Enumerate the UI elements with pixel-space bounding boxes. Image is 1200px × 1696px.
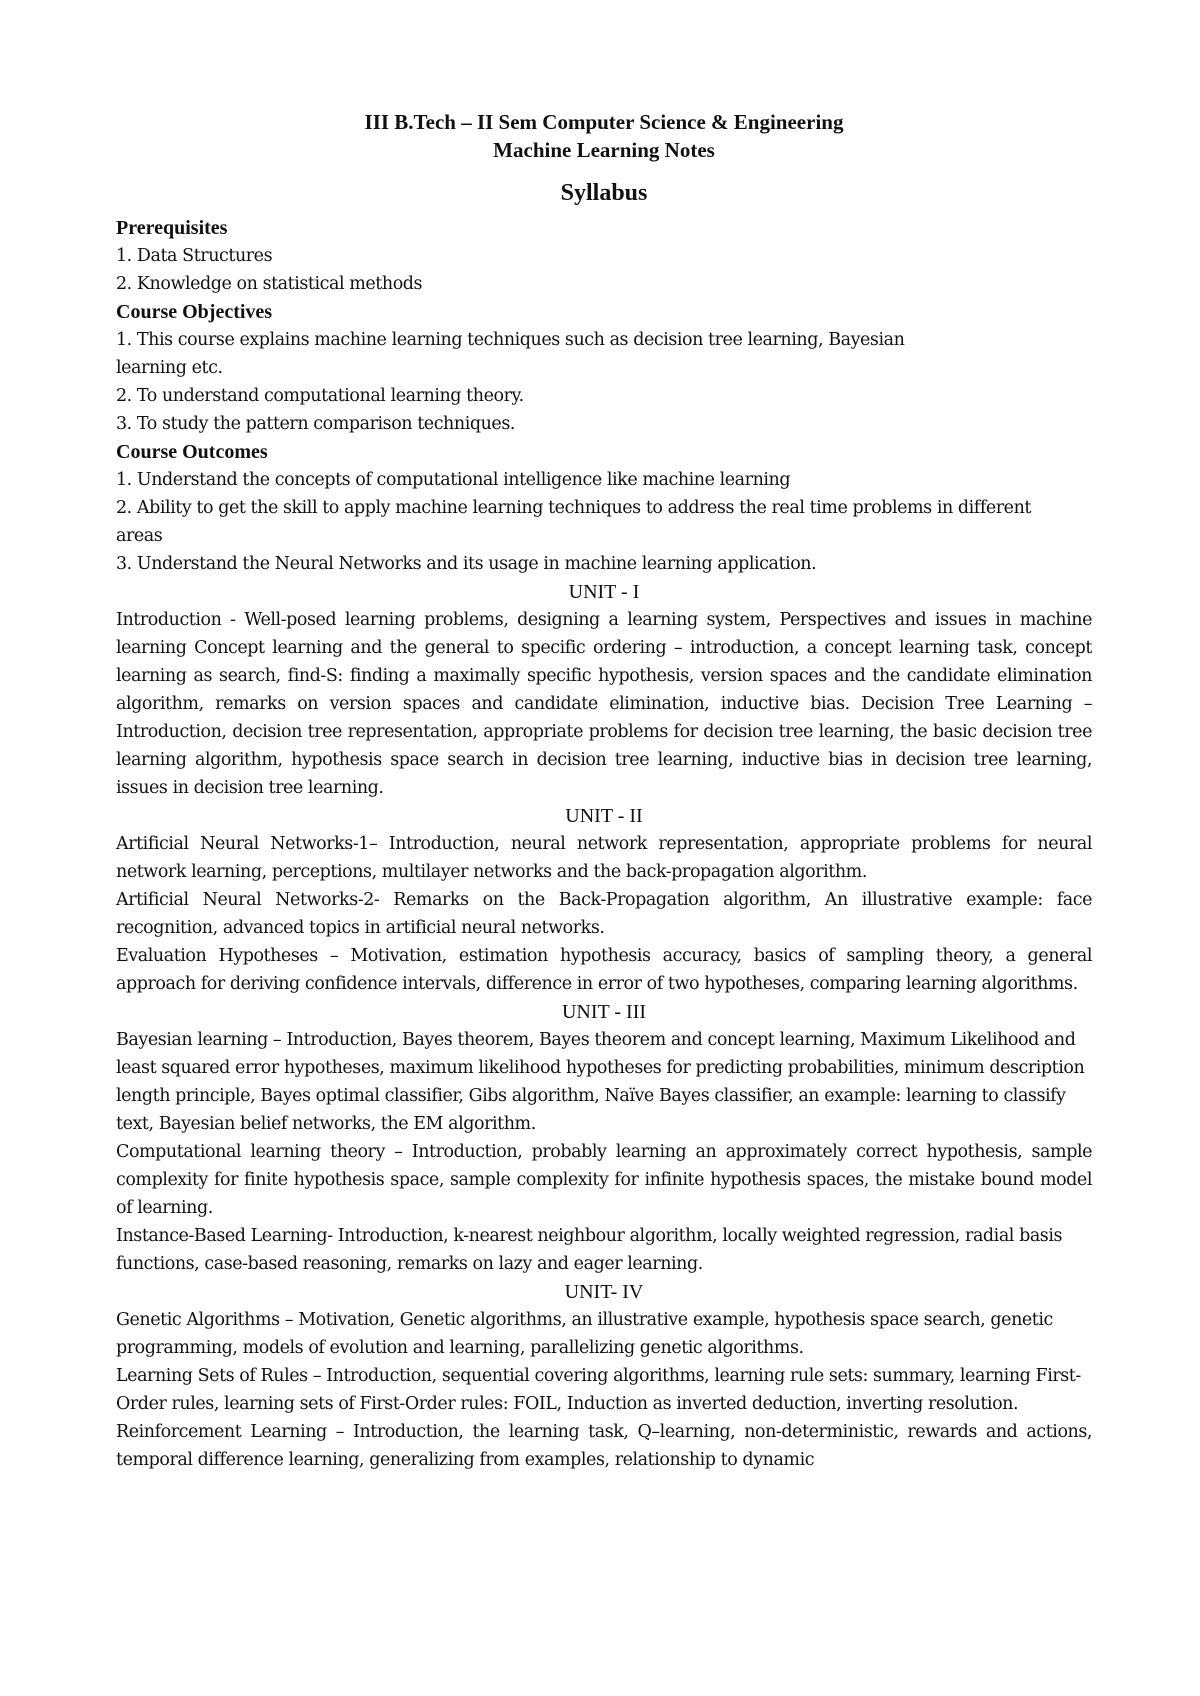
unit-1-heading: UNIT - I (568, 581, 640, 603)
document-header-line-2: Machine Learning Notes (493, 138, 715, 162)
document-header-line-1: III B.Tech – II Sem Computer Science & Engineering (364, 110, 844, 134)
unit-4-paragraph: Reinforcement Learning – Introduction, the learning task, Q–learning, non-deterministic, rewards and actions, temporal difference learning, generalizing from examples, relationship to dynamic (116, 1422, 1092, 1470)
prerequisites-heading: Prerequisites (116, 217, 228, 239)
unit-4-paragraph: Genetic Algorithms – Motivation, Genetic algorithms, an illustrative example, hypothesis space search, genetic programming, models of evolution and learning, parallelizing genetic algorithms. (116, 1310, 1053, 1358)
course-outcomes-heading: Course Outcomes (116, 441, 268, 463)
course-outcome-item: 1. Understand the concepts of computational intelligence like machine learning (116, 470, 791, 490)
prerequisite-item: 2. Knowledge on statistical methods (116, 274, 423, 294)
course-outcome-item: 3. Understand the Neural Networks and its usage in machine learning application. (116, 554, 817, 574)
unit-4-heading: UNIT- IV (564, 1281, 644, 1303)
document-page (116, 108, 1092, 1474)
course-outcome-item: 2. Ability to get the skill to apply machine learning techniques to address the real time problems in different areas (116, 498, 1031, 546)
unit-4-paragraph: Learning Sets of Rules – Introduction, sequential covering algorithms, learning rule sets: summary, learning First-Order rules, learning sets of First-Order rules: FOIL, Induction as inverted deduction, inverting resolution. (116, 1366, 1081, 1414)
unit-2-heading: UNIT - II (565, 805, 643, 827)
syllabus-title: Syllabus (560, 180, 648, 206)
prerequisite-item: 1. Data Structures (116, 246, 273, 266)
course-objective-item: 1. This course explains machine learning techniques such as decision tree learning, Bayesian learning etc. (116, 330, 905, 378)
unit-3-heading: UNIT - III (561, 1001, 647, 1023)
unit-2-paragraph: Artificial Neural Networks-1– Introduction, neural network representation, appropriate problems for neural network learning, perceptions, multilayer networks and the back-propagation algorithm. (116, 834, 1092, 882)
unit-3-paragraph: Bayesian learning – Introduction, Bayes theorem, Bayes theorem and concept learning, Maximum Likelihood and least squared error hypotheses, maximum likelihood hypotheses for predicting probabilities, minimum description length principle, Bayes optimal classifier, Gibs algorithm, Naïve Bayes classifier, an example: learning to classify text, Bayesian belief networks, the EM algorithm. (116, 1030, 1085, 1134)
unit-1-paragraph: Introduction - Well-posed learning problems, designing a learning system, Perspectives and issues in machine learning Concept learning and the general to specific ordering – introduction, a concept learning task, concept learning as search, find-S: finding a maximally specific hypothesis, version spaces and the candidate elimination algorithm, remarks on version spaces and candidate elimination, inductive bias. Decision Tree Learning – Introduction, decision tree representation, appropriate problems for decision tree learning, the basic decision tree learning algorithm, hypothesis space search in decision tree learning, inductive bias in decision tree learning, issues in decision tree learning. (116, 610, 1092, 798)
unit-3-paragraph: Instance-Based Learning- Introduction, k-nearest neighbour algorithm, locally weighted regression, radial basis functions, case-based reasoning, remarks on lazy and eager learning. (116, 1226, 1063, 1274)
course-objective-item: 3. To study the pattern comparison techniques. (116, 414, 515, 434)
unit-2-paragraph: Artificial Neural Networks-2- Remarks on the Back-Propagation algorithm, An illustrative example: face recognition, advanced topics in artificial neural networks. (116, 890, 1092, 938)
unit-2-paragraph: Evaluation Hypotheses – Motivation, estimation hypothesis accuracy, basics of sampling theory, a general approach for deriving confidence intervals, difference in error of two hypotheses, comparing learning algorithms. (116, 946, 1092, 994)
course-objectives-heading: Course Objectives (116, 301, 273, 323)
unit-3-paragraph: Computational learning theory – Introduction, probably learning an approximately correct hypothesis, sample complexity for finite hypothesis space, sample complexity for infinite hypothesis spaces, the mistake bound model of learning. (116, 1142, 1092, 1218)
course-objective-item: 2. To understand computational learning theory. (116, 386, 524, 406)
